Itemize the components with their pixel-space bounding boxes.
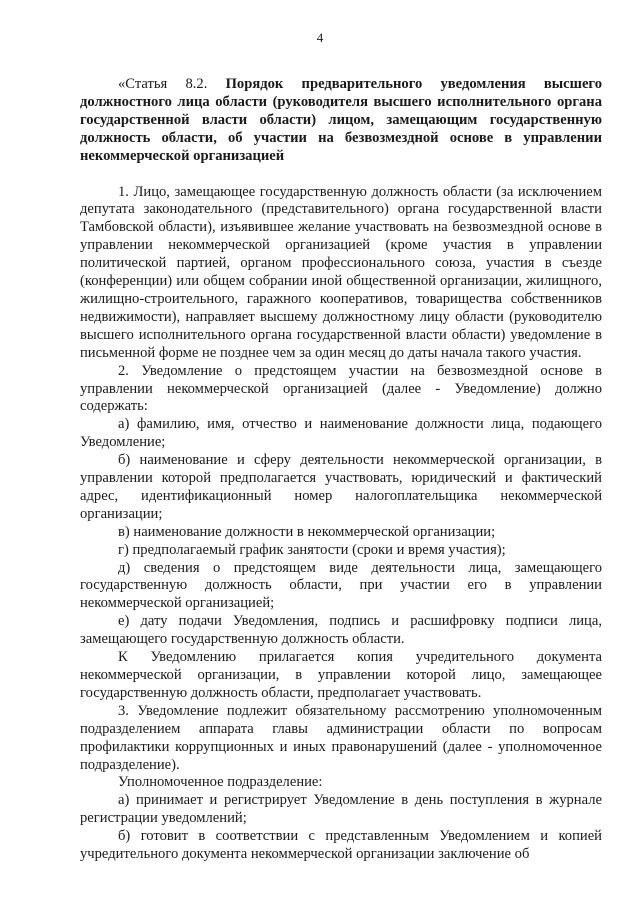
list-item-d: д) сведения о предстоящем виде деятельности лица, замещающего государственную должность области, при участии его в управлении некоммерческой организацией; (80, 559, 602, 612)
article-heading-prefix: «Статья 8.2. (118, 76, 226, 92)
article-heading (80, 76, 602, 166)
page-number: 4 (316, 30, 324, 45)
list-item-a: а) фамилию, имя, отчество и наименование должности лица, подающего Уведомление; (80, 416, 602, 451)
list-item-b: б) наименование и сферу деятельности некоммерческой организации, в управлении которой предполагается участвовать, юридический и фактический адрес, идентификационный номер налогоплательщика некоммерческой организации; (80, 452, 602, 522)
unit-item-a: а) принимает и регистрирует Уведомление в день поступления в журнале регистрации уведомлений; (80, 792, 602, 827)
authorized-unit-heading: Уполномоченное подразделение: (118, 774, 323, 791)
list-item-g: г) предполагаемый график занятости (сроки и время участия); (118, 541, 506, 558)
paragraph-2: 2. Уведомление о предстоящем участии на безвозмездной основе в управлении некоммерческой организацией (далее - Уведомление) должно содержать: (80, 362, 602, 415)
list-item-e: е) дату подачи Уведомления, подпись и расшифровку подписи лица, замещающего государственную должность области. (80, 613, 602, 648)
unit-item-b: б) готовит в соответствии с представленным Уведомлением и копией учредительного документа некоммерческой организации заключение об (80, 828, 602, 863)
article-heading-title: Порядок предварительного уведомления высшего должностного лица области (руководителя высшего исполнительного органа государственной власти области) лицом, замещающим государственную должность области, об участии на безвозмездной основе в управлении некоммерческой организацией (80, 76, 602, 164)
document-body (80, 76, 602, 864)
paragraph-3: 3. Уведомление подлежит обязательному рассмотрению уполномоченным подразделением аппарата главы администрации области по вопросам профилактики коррупционных и иных правонарушений (далее - уполномоченное подразделение). (80, 702, 602, 773)
attachment-paragraph: К Уведомлению прилагается копия учредительного документа некоммерческой организации, в управлении которой лицо, замещающее государственную должность области, предполагает участвовать. (80, 649, 602, 701)
paragraph-1: 1. Лицо, замещающее государственную должность области (за исключением депутата законодательного (представительного) органа государственной власти Тамбовской области), изъявившее желание участвовать на безвозмездной основе в управлении некоммерческой организацией (кроме участия в управлении политической партией, органом профессионального союза, участия в съезде (конференции) или общем собрании иной общественной организации, жилищного, жилищно-строительного, гаражного кооперативов, товарищества собственников недвижимости), направляет высшему должностному лицу области (руководителю высшего исполнительного органа государственной власти области) уведомление в письменной форме не позднее чем за один месяц до даты начала такого участия. (80, 183, 602, 361)
list-item-v: в) наименование должности в некоммерческой организации; (118, 523, 496, 540)
